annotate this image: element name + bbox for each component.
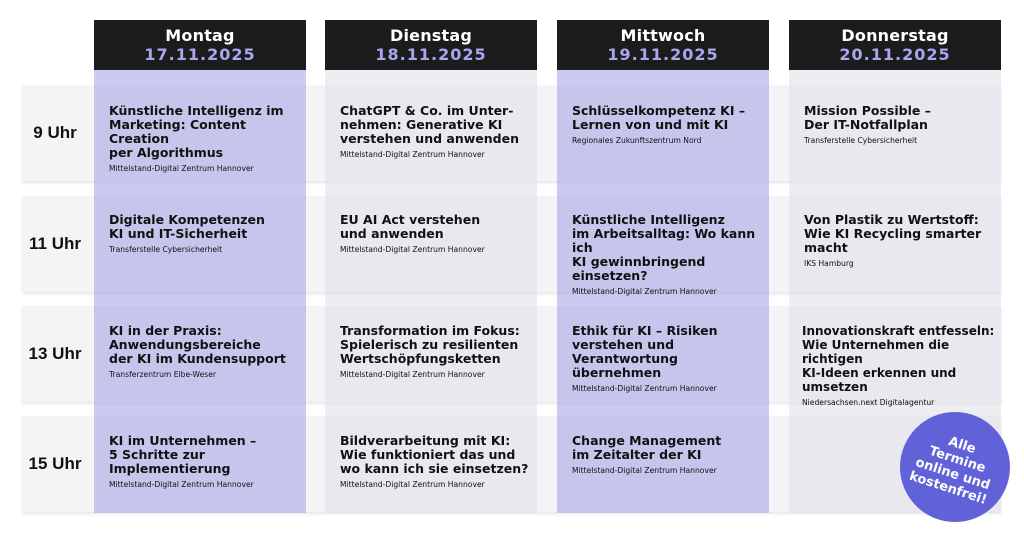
session-organizer: Regionales Zukunftszentrum Nord (572, 136, 702, 145)
time-label-9: 9 Uhr (33, 123, 77, 142)
session-organizer: IKS Hamburg (804, 259, 854, 268)
day-header-donnerstag (789, 20, 1001, 70)
session-mittwoch-13[interactable] (572, 324, 772, 394)
session-montag-13[interactable] (109, 324, 309, 380)
session-dienstag-15[interactable] (340, 434, 540, 490)
session-title: Künstliche Intelligenz im Marketing: Content Creation per Algorithmus (109, 103, 284, 160)
session-title: Bildverarbeitung mit KI: Wie funktioniert das und wo kann ich sie einsetzen? (340, 433, 529, 476)
session-title: EU AI Act verstehen und anwenden (340, 212, 481, 241)
session-donnerstag-13[interactable] (802, 324, 1014, 408)
time-label-15: 15 Uhr (28, 454, 82, 473)
day-date: 18.11.2025 (375, 45, 487, 64)
session-dienstag-9[interactable] (340, 104, 540, 160)
session-dienstag-13[interactable] (340, 324, 540, 380)
time-label-13: 13 Uhr (28, 344, 82, 363)
session-title: ChatGPT & Co. im Unter- nehmen: Generative KI verstehen und anwenden (340, 103, 519, 146)
session-organizer: Mittelstand-Digital Zentrum Hannover (109, 480, 254, 489)
session-mittwoch-15[interactable] (572, 434, 772, 476)
session-title: Schlüsselkompetenz KI – Lernen von und mit KI (572, 103, 746, 132)
day-date: 19.11.2025 (607, 45, 719, 64)
badge-text: Alle Termine online und kostenfrei! (907, 434, 992, 508)
session-montag-11[interactable] (109, 213, 309, 255)
session-organizer: Niedersachsen.next Digitalagentur (802, 398, 935, 407)
session-donnerstag-9[interactable] (804, 104, 1004, 146)
day-date: 17.11.2025 (144, 45, 256, 64)
session-organizer: Mittelstand-Digital Zentrum Hannover (572, 384, 717, 393)
session-dienstag-11[interactable] (340, 213, 540, 255)
session-title: Ethik für KI – Risiken verstehen und Verantwortung übernehmen (572, 323, 718, 380)
free-online-badge (900, 412, 1010, 522)
session-organizer: Transferstelle Cybersicherheit (109, 245, 223, 254)
session-organizer: Mittelstand-Digital Zentrum Hannover (109, 164, 254, 173)
session-organizer: Mittelstand-Digital Zentrum Hannover (340, 245, 485, 254)
session-mittwoch-9[interactable] (572, 104, 772, 146)
session-organizer: Mittelstand-Digital Zentrum Hannover (340, 480, 485, 489)
session-title: KI in der Praxis: Anwendungsbereiche der KI im Kundensupport (109, 323, 286, 366)
session-organizer: Mittelstand-Digital Zentrum Hannover (340, 370, 485, 379)
session-mittwoch-11[interactable] (572, 213, 772, 297)
session-title: Mission Possible – Der IT-Notfallplan (804, 103, 931, 132)
session-organizer: Mittelstand-Digital Zentrum Hannover (572, 466, 717, 475)
session-donnerstag-11[interactable] (804, 213, 1004, 269)
session-title: Transformation im Fokus: Spielerisch zu resilienten Wertschöpfungsketten (340, 323, 520, 366)
time-label-11: 11 Uhr (29, 234, 81, 253)
session-title: Digitale Kompetenzen KI und IT-Sicherheit (109, 212, 265, 241)
session-montag-9[interactable] (109, 104, 309, 174)
day-date: 20.11.2025 (839, 45, 951, 64)
session-title: Innovationskraft entfesseln: Wie Unternehmen die richtigen KI-Ideen erkennen und umsetzen (802, 324, 995, 394)
day-name: Mittwoch (620, 26, 706, 45)
session-title: KI im Unternehmen – 5 Schritte zur Implementierung (109, 433, 257, 476)
session-title: Von Plastik zu Wertstoff: Wie KI Recycling smarter macht (804, 212, 982, 255)
session-montag-15[interactable] (109, 434, 309, 490)
session-organizer: Transferzentrum Elbe-Weser (109, 370, 217, 379)
day-name: Dienstag (389, 26, 473, 45)
session-organizer: Transferstelle Cybersicherheit (804, 136, 918, 145)
day-header-dienstag (325, 20, 537, 70)
day-header-montag (94, 20, 306, 70)
session-title: Künstliche Intelligenz im Arbeitsalltag: Wo kann ich KI gewinnbringend einsetzen? (572, 212, 756, 283)
session-title: Change Management im Zeitalter der KI (572, 433, 722, 462)
day-name: Donnerstag (841, 26, 949, 45)
session-organizer: Mittelstand-Digital Zentrum Hannover (572, 287, 717, 296)
day-header-mittwoch (557, 20, 769, 70)
day-name: Montag (165, 26, 235, 45)
session-organizer: Mittelstand-Digital Zentrum Hannover (340, 150, 485, 159)
